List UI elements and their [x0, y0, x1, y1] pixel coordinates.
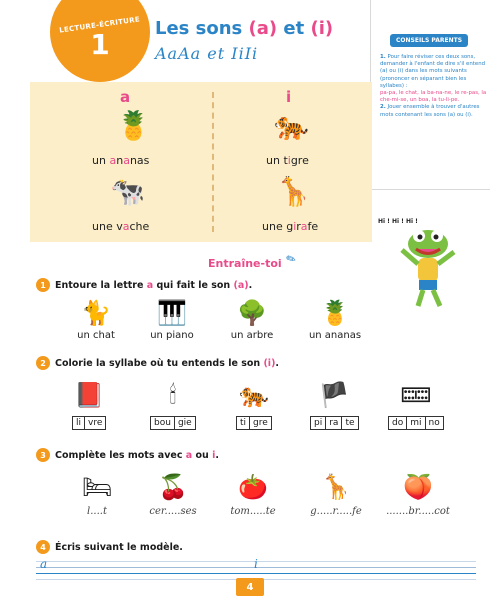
item-label: un ananas: [308, 330, 362, 341]
word-part: fe: [307, 220, 319, 233]
word-part: une v: [92, 220, 123, 233]
exercise-text: Complète les mots avec: [55, 449, 183, 461]
syllables: [236, 416, 272, 430]
syllables: [150, 416, 196, 430]
syllables: [388, 416, 444, 430]
cat-icon: 🐈: [81, 299, 111, 327]
apricot-icon: 🍑: [403, 473, 433, 501]
title-sound-a: (a): [248, 18, 278, 39]
syllable-box[interactable]: vre: [85, 417, 105, 429]
word-hl: a: [300, 220, 308, 233]
ruling-line: [36, 573, 476, 574]
exercise-text: qui fait le son: [156, 279, 231, 291]
ex1-item-chat[interactable]: [66, 298, 126, 341]
ex2-item-livre: [72, 380, 106, 430]
ex3-item-girafe: [296, 472, 376, 517]
exercise-4-heading: [36, 540, 183, 554]
word-to-complete[interactable]: g.....r.....fe: [310, 506, 362, 517]
parents-tag: CONSEILS PARENTS: [390, 34, 468, 47]
lesson-category: LECTURE-ÉCRITURE: [59, 15, 141, 35]
advice-2: Jouer ensemble à trouver d'autres mots contenant les sons (a) ou (i).: [380, 104, 480, 118]
pirate-icon: 🏴: [319, 381, 350, 409]
pineapple-icon: 🍍: [116, 109, 151, 142]
exercise-text: Entoure la lettre: [55, 279, 144, 291]
item-label: un arbre: [230, 330, 274, 341]
exercise-sound: (i): [263, 357, 276, 369]
word-part: che: [129, 220, 150, 233]
parents-advice: [370, 0, 500, 195]
ex2-item-bougie: [150, 380, 196, 430]
exercise-letter: a: [146, 279, 154, 291]
exercise-text: .: [248, 279, 253, 291]
giraffe-icon: 🦒: [321, 473, 351, 501]
syllables: [72, 416, 106, 430]
word-part: un: [92, 154, 110, 167]
entraine-heading: Entraîne-toi: [208, 257, 282, 270]
syllable-box[interactable]: do: [389, 417, 407, 429]
word-hl: a: [123, 154, 130, 167]
exercise-1-heading: [36, 278, 252, 292]
advice-words: pa-pa, le chat, la ba-na-ne, le re-pas, la che-mi-se, un boa, la tu-li-pe.: [380, 90, 487, 104]
exercise-text: ou: [195, 449, 209, 461]
exercise-text: Écris suivant le modèle.: [55, 541, 183, 553]
item-label: un piano: [150, 330, 194, 341]
word-part: un t: [266, 154, 288, 167]
word-hl: a: [109, 154, 117, 167]
syllable-box[interactable]: no: [426, 417, 443, 429]
bed-icon: 🛏: [81, 473, 113, 501]
cow-icon: 🐄: [110, 175, 145, 208]
item-label: un chat: [77, 330, 115, 341]
sounds-box: [30, 82, 372, 242]
word-part: gre: [290, 154, 309, 167]
title-sound-i: (i): [310, 18, 334, 39]
ex1-item-piano[interactable]: [142, 298, 202, 341]
exercise-number: 4: [36, 540, 50, 554]
syllable-box[interactable]: gre: [250, 417, 271, 429]
piano-icon: 🎹: [157, 299, 187, 327]
ex1-item-ananas[interactable]: [300, 298, 370, 341]
title-cursive: AaAa et IiIi: [155, 44, 259, 63]
word-part: n: [116, 154, 124, 167]
advice-number: 1.: [380, 54, 386, 60]
page-title: [155, 18, 333, 39]
word-part: nas: [129, 154, 150, 167]
cherries-icon: 🍒: [158, 473, 188, 501]
ex2-item-tigre: [236, 380, 272, 430]
advice-number: 2.: [380, 104, 386, 111]
syllable-box[interactable]: mi: [407, 417, 425, 429]
exercise-letter: i: [212, 449, 216, 461]
syllable-box[interactable]: bou: [151, 417, 175, 429]
frog-mascot-icon: [388, 222, 468, 312]
word-tigre: [266, 154, 309, 167]
exercise-3-heading: [36, 448, 219, 462]
lesson-badge: [50, 0, 150, 82]
ex1-item-arbre[interactable]: [222, 298, 282, 341]
word-hl: a: [122, 220, 130, 233]
frog-shout: Hi ! Hi ! Hi !: [378, 218, 418, 225]
exercise-letter: a: [185, 449, 193, 461]
word-part: une g: [262, 220, 294, 233]
exercise-2-heading: [36, 356, 279, 370]
giraffe-icon: 🦒: [276, 175, 311, 208]
syllable-box[interactable]: pi: [311, 417, 326, 429]
exercise-number: 3: [36, 448, 50, 462]
parents-text: [380, 54, 488, 119]
exercise-number: 2: [36, 356, 50, 370]
exercise-number: 1: [36, 278, 50, 292]
word-to-complete[interactable]: cer.....ses: [149, 506, 197, 517]
word-hl: i: [287, 154, 291, 167]
model-letter-i: i: [254, 557, 258, 571]
page-number: 4: [236, 578, 264, 596]
title-part: et: [277, 18, 311, 39]
word-part: r: [296, 220, 301, 233]
advice-1: Pour faire réviser ces deux sons, demander à l'enfant de dire s'il entend (a) ou (i) dans les mots suivants (prononcer en séparant bien les syllabes) :: [380, 54, 486, 89]
word-hl: i: [293, 220, 297, 233]
ex3-item-abricot: [378, 472, 458, 517]
word-vache: [92, 220, 149, 233]
domino-icon: 🁡: [399, 381, 433, 409]
tree-icon: 🌳: [237, 299, 267, 327]
sounds-divider: [212, 92, 214, 232]
sound-letter-a: a: [120, 88, 131, 106]
word-girafe: [262, 220, 318, 233]
ex3-item-cerises: [138, 472, 208, 517]
candle-icon: 🕯: [169, 381, 177, 409]
syllables: [310, 416, 359, 430]
exercise-text: Colorie la syllabe où tu entends le son: [55, 357, 261, 369]
ex3-item-lit: [62, 472, 132, 517]
word-ananas: [92, 154, 149, 167]
word-to-complete[interactable]: .......br.....cot: [386, 506, 450, 517]
book-icon: 📕: [74, 381, 105, 409]
model-letter-a: a: [40, 557, 48, 571]
pineapple-icon: 🍍: [320, 299, 350, 327]
syllable-box[interactable]: te: [342, 417, 357, 429]
ex3-item-tomate: [218, 472, 288, 517]
word-to-complete[interactable]: tom.....te: [230, 506, 276, 517]
sound-letter-i: i: [286, 88, 292, 106]
exercise-text: .: [215, 449, 219, 461]
lesson-number: 1: [90, 28, 110, 61]
title-part: Les sons: [155, 18, 249, 39]
ex2-item-pirate: [310, 380, 359, 430]
syllable-box[interactable]: ra: [326, 417, 342, 429]
syllable-box[interactable]: gie: [175, 417, 195, 429]
tiger-icon: 🐅: [274, 109, 309, 142]
ex2-item-domino: [388, 380, 444, 430]
tomato-icon: 🍅: [238, 473, 268, 501]
pencil-icon: ✏: [283, 250, 299, 268]
word-to-complete[interactable]: l....t: [87, 506, 107, 517]
tiger-icon: 🐅: [238, 381, 269, 409]
exercise-sound: (a): [233, 279, 249, 291]
syllable-box[interactable]: li: [73, 417, 85, 429]
exercise-text: .: [275, 357, 280, 369]
syllable-box[interactable]: ti: [237, 417, 250, 429]
